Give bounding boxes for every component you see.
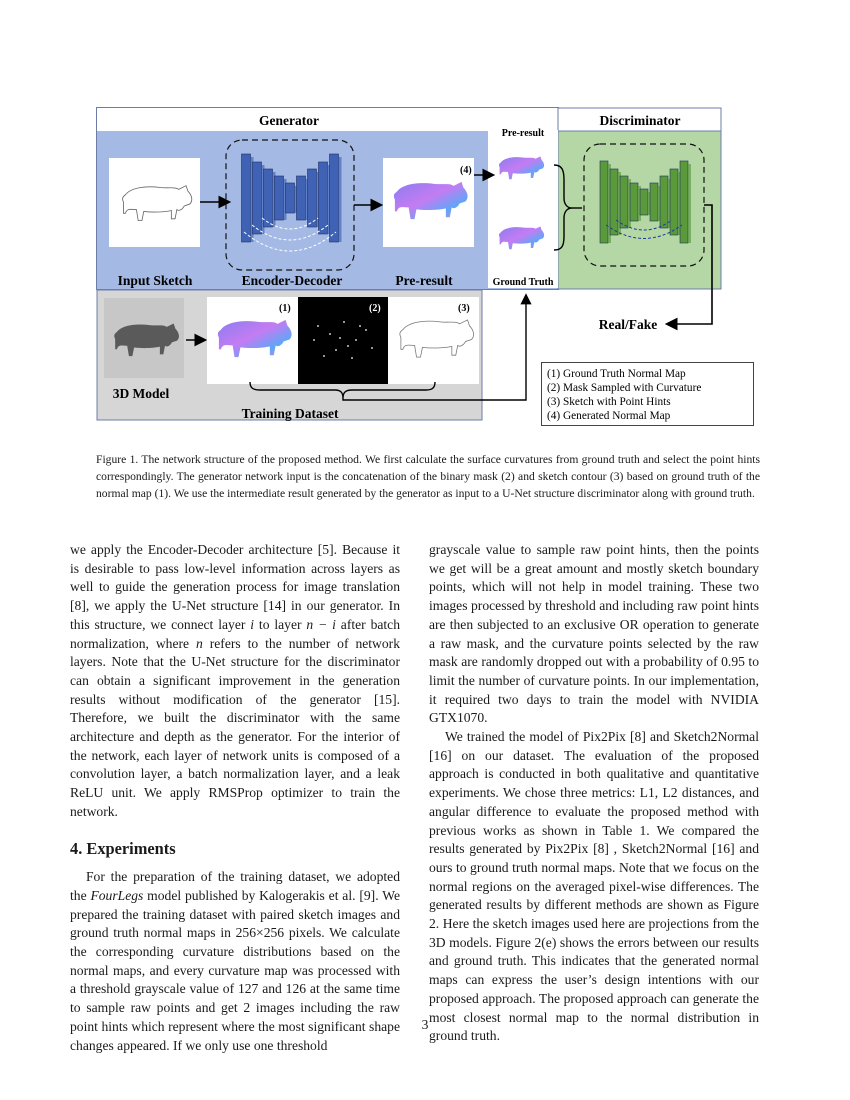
encoder-layer-4 [275,176,284,220]
generator-title: Generator [259,113,319,128]
left-paragraph-1 [70,541,400,822]
mask-point-2 [329,333,331,335]
disc-layer-8 [670,169,678,235]
encoder-layer-9 [330,154,339,242]
network-structure-figure [0,0,850,440]
mask-point-3 [343,321,345,323]
mask-point-11 [359,325,361,327]
section-heading-experiments: 4. Experiments [70,838,176,858]
mask-point-8 [351,357,353,359]
pre-result-label: Pre-result [395,273,453,288]
input-sketch-label: Input Sketch [117,273,193,288]
ground-truth-label: Ground Truth [492,277,554,288]
legend-item-3: (3) Sketch with Point Hints [547,396,671,408]
encoder-layer-8 [319,162,328,234]
text-span: For the preparation of the training dataset, we adopted the [70,869,400,903]
text-span: after batch normalization, where [70,616,401,651]
mask-point-6 [335,349,337,351]
mask-point-13 [347,345,349,347]
legend-item-1: (1) Ground Truth Normal Map [547,368,686,380]
legend-item-2: (2) Mask Sampled with Curvature [547,382,702,394]
mask-point-12 [313,339,315,341]
disc-layer-3 [620,176,628,228]
disc-layer-side-9 [688,164,691,243]
discriminator-title: Discriminator [599,113,681,128]
middle-strip [488,130,558,288]
model-3d-label: 3D Model [112,386,170,401]
input-sketch-image [109,158,200,247]
mask-point-7 [323,355,325,357]
disc-layer-9 [680,161,688,243]
disc-layer-7 [660,176,668,228]
text-span: model published by Kalogerakis et al. [9]. We prepared the training dataset with paired sketch images and ground truth normal maps in 256×256 pixels. We calculate the corresponding curvature distributions based on the normal maps, and every curvature map was processed with a threshold grayscale value of 127 and 126 at the same time to sample raw points and get 2 images including the raw point hints which represent where the most significant shape changes appeared. If we only use one threshold [70,887,400,1053]
encoder-layer-side-9 [339,157,342,242]
marker-1: (1) [279,303,291,314]
disc-layer-6 [650,183,658,221]
text-span: refers to the number of network layers. Note that the U-Net structure for the discriminator can obtain a significant improvement in the generation results without modification of the generator [15]. Therefore, we built the discriminator with the same architecture and depth as the generator. For the interior of the network, each layer of network units is composed of a convolution layer, a batch normalization layer, and a leak ReLU unit. We apply RMSProp optimizer to train the network. [70,635,400,819]
figure-caption: Figure 1. The network structure of the proposed method. We first calculate the surface curvatures from ground truth and select the point hints correspondingly. The generator network input is the concatenation of the binary mask (2) and sketch contour (3) based on ground truth of the normal map (1). We use the intermediate result generated by the generator as input to a U-Net structure discriminator along with ground truth. [96,453,760,501]
mask-point-5 [365,329,367,331]
marker-3: (3) [458,303,470,314]
text-span: to layer [254,616,307,632]
mask-point-4 [355,339,357,341]
left-column [70,541,400,1055]
mask-point-1 [317,325,319,327]
text-span: we apply the Encoder-Decoder architecture [5]. Because it is desirable to pass low-level information across layers as well to guide the generation process for image translation [8], we apply the U-Net structure [14] in our generator. In this structure, we connect layer [70,542,400,632]
mask-point-9 [371,347,373,349]
encoder-layer-7 [308,169,317,227]
real-fake-label: Real/Fake [598,317,658,332]
disc-layer-5 [640,189,648,215]
mask-point-10 [339,337,341,339]
page-number: 3 [421,1017,429,1032]
encoder-layer-1 [242,154,251,242]
right-column [429,541,759,1046]
encoder-decoder-label: Encoder-Decoder [241,273,343,288]
training-dataset-label: Training Dataset [241,406,339,421]
math-n-minus-i: n − i [306,616,336,632]
legend-item-4: (4) Generated Normal Map [547,410,671,422]
math-n: n [196,635,203,651]
encoder-layer-2 [253,162,262,234]
math-fourlegs: FourLegs [90,887,144,903]
marker-2: (2) [369,303,381,314]
encoder-layer-6 [297,176,306,220]
disc-layer-1 [600,161,608,243]
disc-layer-4 [630,183,638,221]
generator-title-bar [97,108,558,131]
disc-layer-2 [610,169,618,235]
pre-result-top-label: Pre-result [501,128,545,139]
right-paragraph-2: We trained the model of Pix2Pix [8] and Sketch2Normal [16] on our dataset. The evaluation of the proposed approach is conducted in both qualitative and quantitative experiments. We chose three metrics: L1, L2 distances, and angular difference to evaluate the proposed method with previous works as shown in Table 1. We compared the results generated by Pix2Pix [8] , Sketch2Normal [16] and ours to ground truth normal maps. Note that we focus on the normal regions on the averaged pixel-wise differences. The generated results by different methods are shown as Figure 2. Here the sketch images used here are projections from the 3D models. Figure 2(e) shows the errors between our results and ground truth. This indicates that the generated normal maps can express the user’s design intentions with our proposed approach. The proposed approach can generate the most closest normal map to the normal distribution in ground truth. [429,729,759,1044]
right-paragraph-1: grayscale value to sample raw point hints, then the points we get will be a great amount and mostly sketch boundary points, which will not help in model training. These two images processed by threshold and including raw point hints are then subjected to an exclusive OR operation to generate a raw mask, and the curvature points selected by the raw mask are randomly dropped out with a probability of 0.95 to limit the number of curvature points. In our implementation, it required two days to train the model with NVIDIA GTX1070. [429,542,759,726]
encoder-layer-5 [286,183,295,213]
encoder-layer-3 [264,169,273,227]
math-i: i [250,616,255,632]
marker-4: (4) [460,165,472,176]
